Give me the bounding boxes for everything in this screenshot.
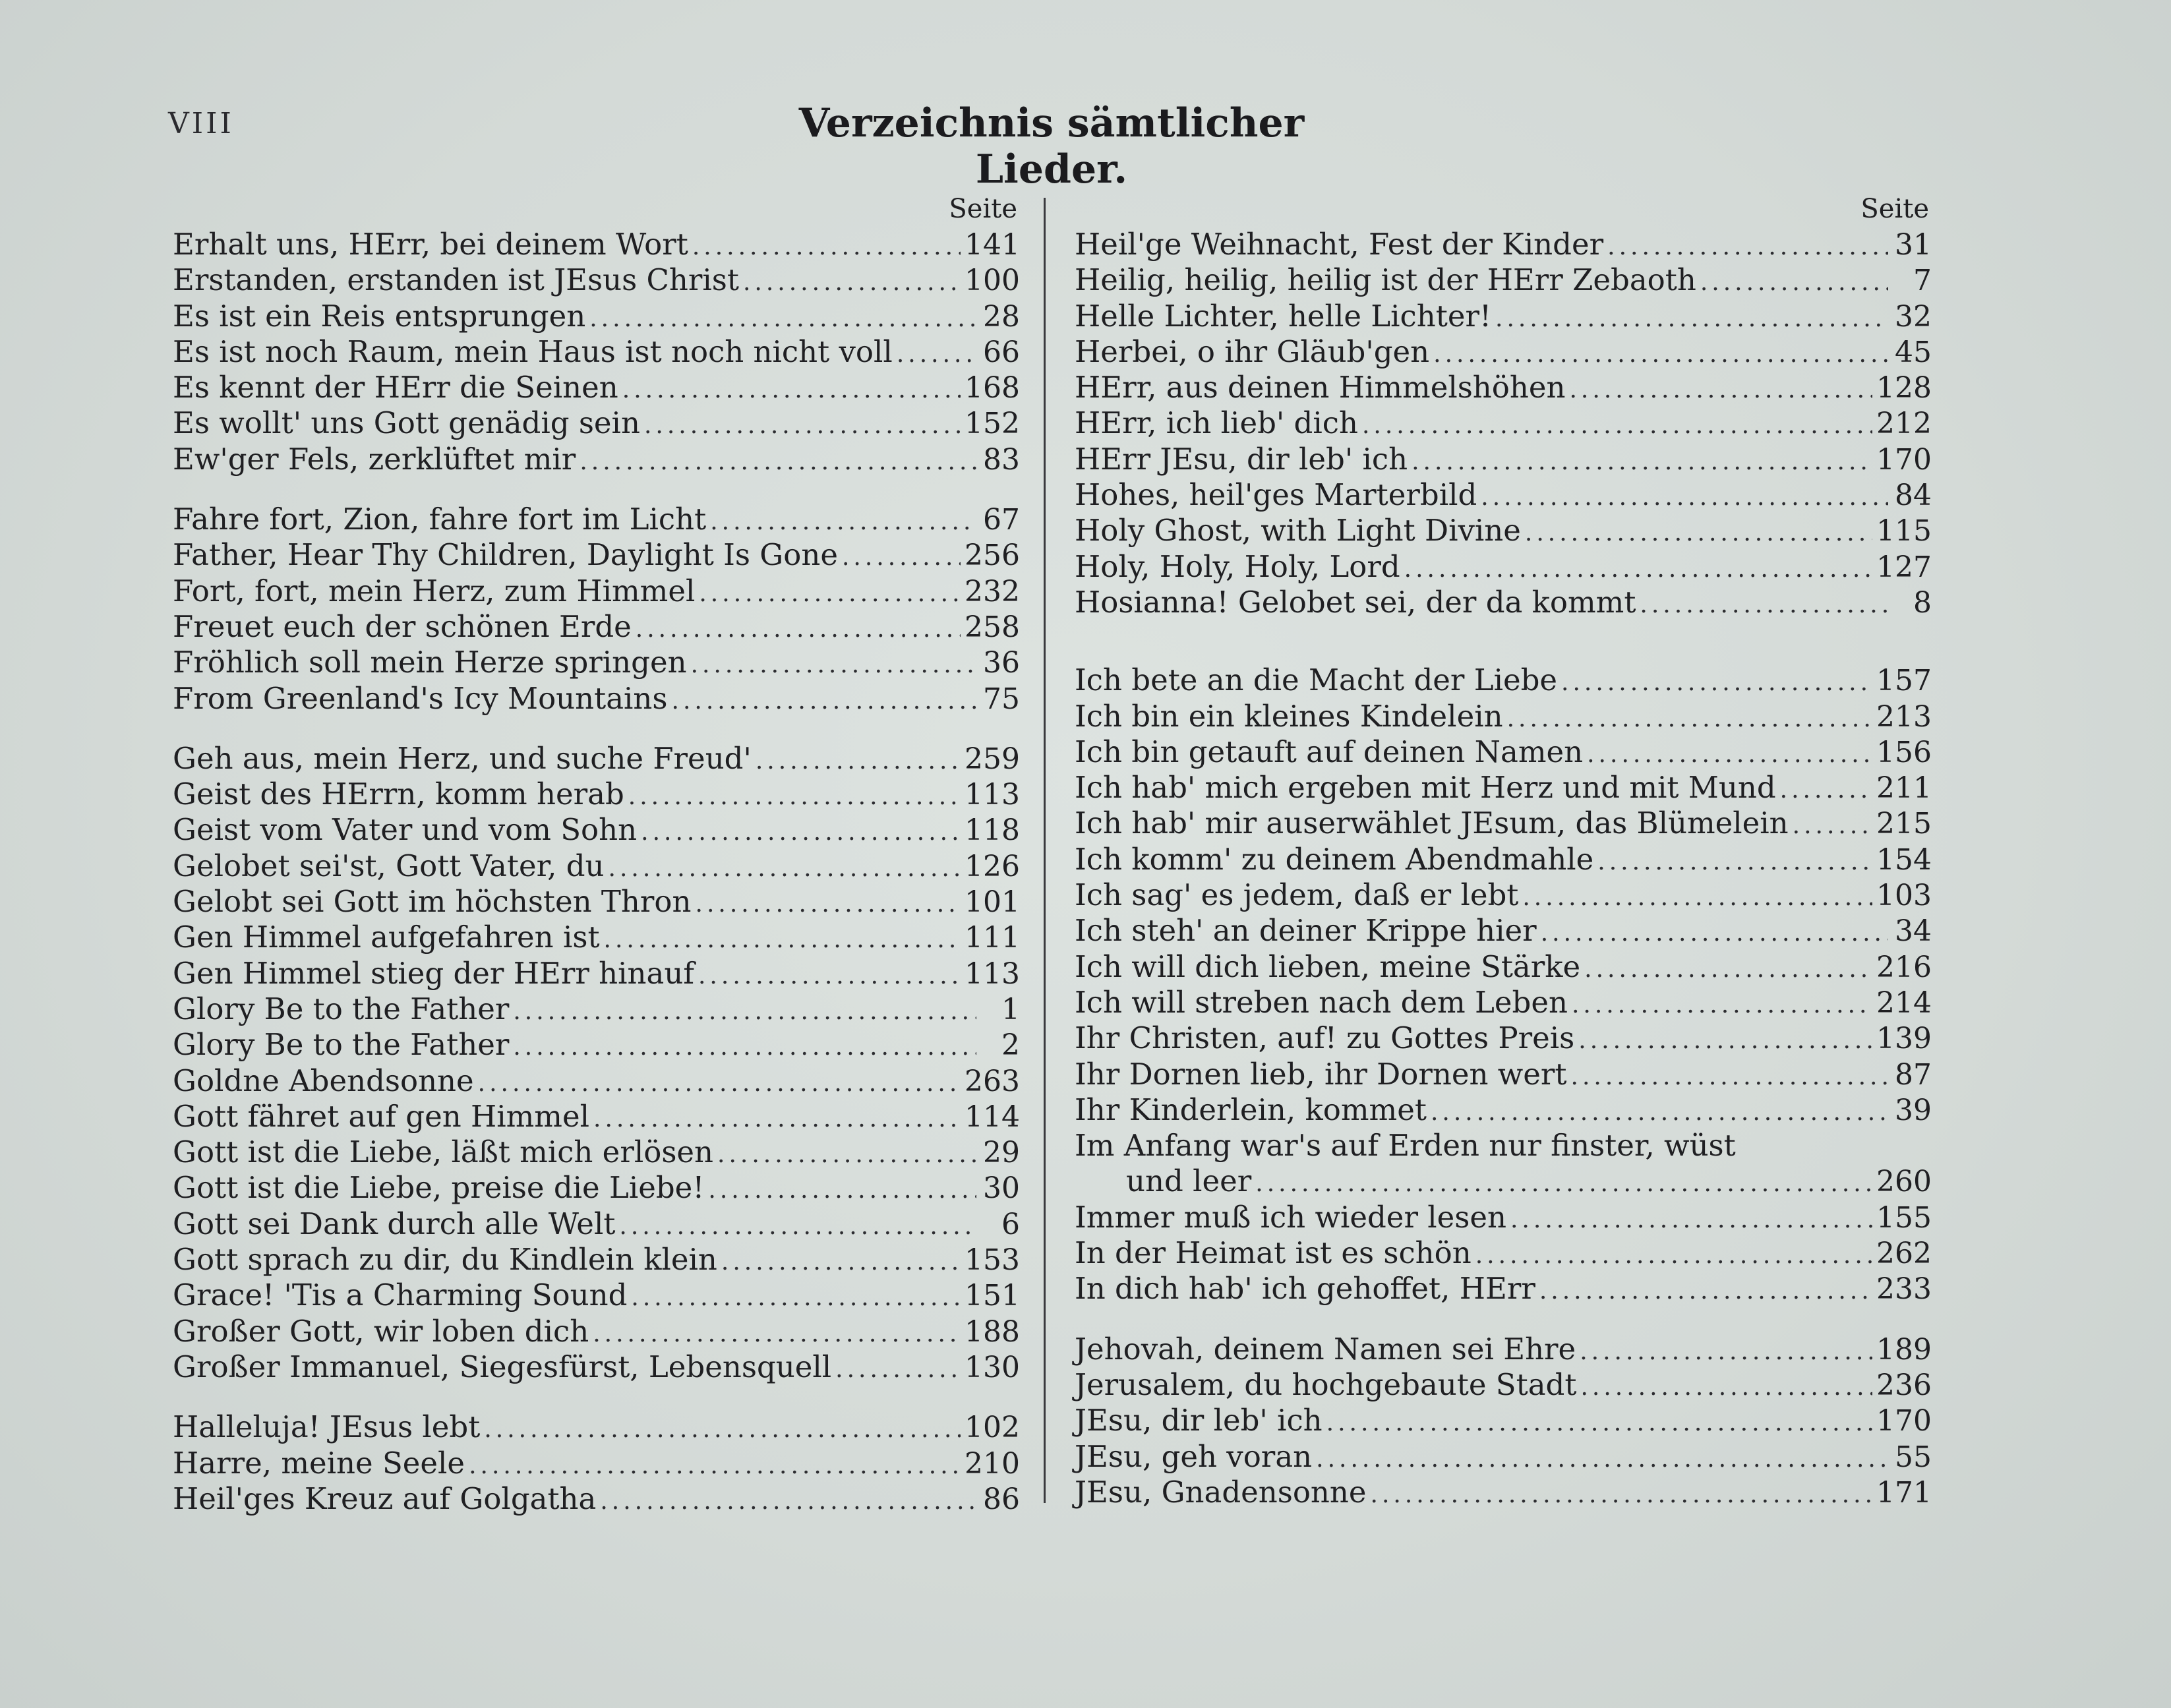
dot-leader — [1362, 408, 1872, 444]
dot-leader — [593, 1102, 961, 1137]
entry-title: Ich will dich lieben, meine Stärke — [1075, 949, 1581, 984]
index-entry — [173, 681, 1020, 717]
entry-page-number: 263 — [965, 1064, 1020, 1098]
entry-page-number: 32 — [1895, 299, 1932, 334]
column-divider — [1044, 198, 1046, 1503]
index-entry — [1075, 1271, 1932, 1307]
entry-title: und leer — [1126, 1163, 1252, 1199]
entry-title: Gen Himmel aufgefahren ist — [173, 920, 600, 955]
dot-leader — [1510, 1202, 1872, 1238]
dot-leader — [1495, 301, 1888, 337]
index-entry — [1075, 1163, 1932, 1199]
entry-title: Ich will streben nach dem Leben — [1075, 984, 1568, 1020]
entry-page-number: 113 — [965, 957, 1020, 991]
dot-leader — [1541, 916, 1888, 951]
index-entry — [1075, 513, 1932, 548]
dot-leader — [842, 540, 961, 575]
index-entry — [1075, 1235, 1932, 1271]
entry-page-number: 262 — [1876, 1237, 1932, 1271]
index-entry — [1075, 770, 1932, 806]
entry-title: Gott fähret auf gen Himmel — [173, 1098, 589, 1134]
entry-title: Jehovah, deinem Namen sei Ehre — [1075, 1331, 1576, 1367]
index-entry — [173, 884, 1020, 920]
entry-page-number: 6 — [1001, 1207, 1020, 1241]
index-entry — [173, 334, 1020, 370]
index-entry — [173, 299, 1020, 334]
index-entry — [1075, 1020, 1932, 1056]
dot-leader — [1572, 987, 1872, 1023]
left-entry-list — [173, 227, 1020, 1517]
entry-title: Gott sprach zu dir, du Kindlein klein — [173, 1242, 717, 1278]
entry-title: Herbei, o ihr Gläub'gen — [1075, 334, 1430, 369]
entry-page-number: 214 — [1876, 986, 1932, 1020]
index-entry — [1075, 1403, 1932, 1438]
entry-title: Holy, Holy, Holy, Lord — [1075, 548, 1400, 584]
entry-title: Hosianna! Gelobet sei, der da kommt — [1075, 584, 1636, 620]
entry-page-number: 1 — [1001, 992, 1020, 1026]
entry-page-number: 128 — [1876, 371, 1932, 405]
dot-leader — [1580, 1370, 1872, 1405]
entry-title: From Greenland's Icy Mountains — [173, 680, 668, 716]
index-entry — [1075, 370, 1932, 405]
index-entry — [1075, 1057, 1932, 1092]
entry-title: Gott sei Dank durch alle Welt — [173, 1206, 616, 1241]
index-entry — [1075, 262, 1932, 298]
entry-title: HErr, aus deinen Himmelshöhen — [1075, 370, 1566, 405]
entry-page-number: 30 — [983, 1171, 1020, 1206]
entry-page-number: 118 — [965, 813, 1020, 848]
entry-title: Gen Himmel stieg der HErr hinauf — [173, 955, 694, 991]
entry-page-number: 260 — [1876, 1165, 1932, 1199]
entry-title: Großer Immanuel, Siegesfürst, Lebensquell — [173, 1349, 832, 1384]
index-entry — [1075, 227, 1932, 262]
dot-leader — [636, 612, 961, 647]
index-entry — [1075, 877, 1932, 913]
index-entry — [173, 609, 1020, 645]
entry-page-number: 8 — [1913, 585, 1932, 620]
index-entry — [173, 920, 1020, 955]
entry-title: Es wollt' uns Gott genädig sein — [173, 405, 640, 441]
entry-title: Heil'ges Kreuz auf Golgatha — [173, 1481, 597, 1516]
entry-page-number: 210 — [965, 1446, 1020, 1481]
entry-page-number: 100 — [965, 264, 1020, 298]
entry-title: JEsu, dir leb' ich — [1075, 1403, 1323, 1438]
entry-page-number: 103 — [1876, 879, 1932, 913]
dot-leader — [600, 1484, 976, 1519]
entry-title: Es ist noch Raum, mein Haus ist noch nicht voll — [173, 334, 893, 369]
index-entry — [173, 645, 1020, 680]
dot-leader — [1539, 1274, 1872, 1309]
dot-leader — [1431, 1095, 1888, 1131]
entry-title: Im Anfang war's auf Erden nur finster, wüst — [1075, 1128, 1736, 1163]
dot-leader — [1316, 1442, 1888, 1477]
index-entry — [173, 1170, 1020, 1206]
entry-page-number: 157 — [1876, 664, 1932, 698]
entry-title: Geh aus, mein Herz, und suche Freud' — [173, 740, 752, 776]
dot-leader — [1507, 701, 1872, 737]
entry-title: HErr JEsu, dir leb' ich — [1075, 441, 1408, 477]
entry-title: Ich bete an die Macht der Liebe — [1075, 663, 1558, 698]
entry-title: Fröhlich soll mein Herze springen — [173, 645, 687, 680]
dot-leader — [1587, 737, 1872, 773]
dot-leader — [1700, 265, 1888, 301]
entry-page-number: 236 — [1876, 1368, 1932, 1402]
entry-page-number: 36 — [983, 646, 1020, 680]
entry-title: Immer muß ich wieder lesen — [1075, 1199, 1506, 1235]
index-entry — [1075, 699, 1932, 734]
dot-leader — [619, 1209, 976, 1245]
entry-title: Harre, meine Seele — [173, 1445, 465, 1481]
entry-page-number: 55 — [1895, 1440, 1932, 1474]
entry-page-number: 39 — [1895, 1093, 1932, 1127]
index-entry — [173, 370, 1020, 405]
index-entry — [173, 405, 1020, 441]
dot-leader — [696, 887, 961, 922]
dot-leader — [721, 1245, 961, 1280]
entry-page-number: 189 — [1876, 1332, 1932, 1367]
entry-page-number: 170 — [1876, 1404, 1932, 1438]
entry-title: Geist vom Vater und vom Sohn — [173, 812, 638, 848]
group-gap — [1075, 1307, 1932, 1332]
entry-page-number: 86 — [983, 1482, 1020, 1516]
entry-page-number: 87 — [1895, 1057, 1932, 1092]
entry-page-number: 170 — [1876, 442, 1932, 477]
entry-page-number: 34 — [1895, 914, 1932, 949]
entry-title: Halleluja! JEsus lebt — [173, 1409, 481, 1445]
entry-page-number: 139 — [1876, 1022, 1932, 1056]
entry-title: Ihr Dornen lieb, ihr Dornen wert — [1075, 1056, 1567, 1092]
index-entry — [173, 1099, 1020, 1134]
dot-leader — [1371, 1477, 1872, 1513]
seite-label-right: Seite — [1860, 194, 1929, 224]
index-entry — [1075, 913, 1932, 949]
dot-leader — [897, 337, 976, 372]
index-entry — [173, 262, 1020, 298]
entry-title: Goldne Abendsonne — [173, 1063, 474, 1098]
dot-leader — [1578, 1023, 1872, 1059]
entry-page-number: 67 — [983, 503, 1020, 537]
entry-title: Ich komm' zu deinem Abendmahle — [1075, 841, 1594, 877]
dot-leader — [1522, 880, 1872, 916]
entry-title: Ihr Christen, auf! zu Gottes Preis — [1075, 1020, 1575, 1056]
index-entry — [1075, 477, 1932, 513]
index-entry — [173, 991, 1020, 1027]
dot-leader — [622, 372, 961, 408]
dot-leader — [1404, 552, 1872, 587]
index-entry — [1075, 663, 1932, 698]
entry-title: Heil'ge Weihnacht, Fest der Kinder — [1075, 227, 1604, 262]
dot-leader — [692, 229, 961, 265]
dot-leader — [513, 1030, 976, 1065]
right-entry-list — [1075, 227, 1932, 1510]
index-entry — [1075, 549, 1932, 585]
dot-leader — [1255, 1166, 1872, 1202]
index-entry — [173, 1349, 1020, 1385]
entry-title: Freuet euch der schönen Erde — [173, 608, 632, 644]
entry-page-number: 83 — [983, 442, 1020, 477]
entry-page-number: 259 — [965, 742, 1020, 776]
index-entry — [1075, 985, 1932, 1020]
index-entry — [173, 1206, 1020, 1242]
entry-title: Hohes, heil'ges Marterbild — [1075, 477, 1477, 513]
page-number: VIII — [168, 107, 234, 140]
entry-page-number: 188 — [965, 1314, 1020, 1349]
entry-title: Großer Gott, wir loben dich — [173, 1313, 589, 1349]
dot-leader — [1580, 1334, 1872, 1370]
index-entry — [173, 1242, 1020, 1278]
index-entry — [173, 1063, 1020, 1099]
entry-title: Jerusalem, du hochgebaute Stadt — [1075, 1367, 1577, 1402]
dot-leader — [1326, 1405, 1872, 1441]
entry-page-number: 111 — [965, 921, 1020, 955]
dot-leader — [1640, 587, 1888, 623]
entry-title: In dich hab' ich gehoffet, HErr — [1075, 1271, 1535, 1307]
entry-title: Gott ist die Liebe, läßt mich erlösen — [173, 1134, 714, 1170]
dot-leader — [513, 994, 976, 1030]
dot-leader — [1525, 515, 1872, 551]
index-entry — [1075, 1092, 1932, 1128]
dot-leader — [641, 815, 961, 850]
dot-leader — [1475, 1238, 1872, 1274]
dot-leader — [1607, 229, 1888, 265]
index-entry — [173, 1314, 1020, 1349]
entry-page-number: 213 — [1876, 699, 1932, 734]
entry-title: Ich hab' mich ergeben mit Herz und mit Mund — [1075, 770, 1776, 806]
entry-title: Glory Be to the Father — [173, 1027, 510, 1063]
entry-title: Es ist ein Reis entsprungen — [173, 298, 586, 334]
index-entry — [1075, 299, 1932, 334]
entry-title: JEsu, Gnadensonne — [1075, 1474, 1367, 1510]
entry-title: Holy Ghost, with Light Divine — [1075, 513, 1521, 548]
right-column — [1075, 191, 1932, 1510]
entry-page-number: 75 — [983, 682, 1020, 716]
index-entry — [173, 1027, 1020, 1063]
index-entry — [1075, 1128, 1932, 1163]
entry-title: Grace! 'Tis a Charming Sound — [173, 1278, 628, 1313]
group-gap — [173, 717, 1020, 741]
entry-page-number: 232 — [965, 574, 1020, 608]
dot-leader — [593, 1316, 961, 1352]
index-entry — [1075, 1439, 1932, 1475]
index-entry — [1075, 1475, 1932, 1510]
entry-title: Gott ist die Liebe, preise die Liebe! — [173, 1170, 705, 1206]
index-entry — [1075, 842, 1932, 877]
entry-title: Ich sag' es jedem, daß er lebt — [1075, 877, 1519, 913]
entry-page-number: 151 — [965, 1279, 1020, 1313]
entry-page-number: 130 — [965, 1350, 1020, 1384]
index-entry — [1075, 1200, 1932, 1235]
entry-page-number: 153 — [965, 1243, 1020, 1278]
entry-page-number: 113 — [965, 778, 1020, 812]
index-entry — [173, 227, 1020, 262]
dot-leader — [756, 744, 961, 779]
entry-title: Helle Lichter, helle Lichter! — [1075, 298, 1492, 334]
index-entry — [1075, 949, 1932, 985]
dot-leader — [1433, 337, 1888, 372]
dot-leader — [478, 1066, 961, 1102]
entry-title: Es kennt der HErr die Seinen — [173, 370, 618, 405]
entry-page-number: 171 — [1876, 1475, 1932, 1510]
entry-title: Ich steh' an deiner Krippe hier — [1075, 913, 1537, 949]
index-entry — [173, 1278, 1020, 1313]
index-entry — [1075, 585, 1932, 620]
entry-page-number: 233 — [1876, 1272, 1932, 1307]
seite-label-left: Seite — [949, 194, 1017, 224]
index-entry — [173, 1446, 1020, 1481]
dot-leader — [1793, 808, 1872, 844]
entry-page-number: 256 — [965, 539, 1020, 573]
dot-leader — [710, 504, 976, 540]
dot-leader — [631, 1280, 961, 1316]
entry-title: Gelobt sei Gott im höchsten Thron — [173, 884, 692, 920]
index-entry — [1075, 334, 1932, 370]
index-entry — [173, 1409, 1020, 1445]
index-entry — [173, 956, 1020, 991]
index-entry — [173, 848, 1020, 884]
group-gap — [173, 477, 1020, 502]
entry-title: Glory Be to the Father — [173, 991, 510, 1026]
left-column — [173, 191, 1020, 1517]
entry-page-number: 212 — [1876, 407, 1932, 441]
entry-title: Erhalt uns, HErr, bei deinem Wort — [173, 227, 688, 262]
entry-title: Father, Hear Thy Children, Daylight Is Gone — [173, 537, 838, 573]
dot-leader — [1569, 372, 1872, 408]
group-gap — [1075, 620, 1932, 663]
entry-page-number: 258 — [965, 610, 1020, 644]
entry-title: JEsu, geh voran — [1075, 1438, 1313, 1474]
dot-leader — [1597, 844, 1872, 880]
dot-leader — [835, 1352, 961, 1388]
index-entry — [173, 537, 1020, 573]
entry-page-number: 211 — [1876, 771, 1932, 806]
entry-title: Fahre fort, Zion, fahre fort im Licht — [173, 502, 707, 537]
dot-leader — [743, 265, 961, 301]
index-entry — [1075, 806, 1932, 841]
dot-leader — [1571, 1059, 1889, 1095]
entry-page-number: 7 — [1913, 264, 1932, 298]
entry-title: Gelobet sei'st, Gott Vater, du — [173, 848, 605, 883]
index-entry — [173, 1481, 1020, 1517]
index-entry — [173, 777, 1020, 812]
entry-title: Ihr Kinderlein, kommet — [1075, 1092, 1427, 1127]
entry-page-number: 84 — [1895, 479, 1932, 513]
page-title: Verzeichnis sämtlicher Lieder. — [798, 100, 1305, 192]
dot-leader — [717, 1137, 976, 1173]
dot-leader — [1561, 665, 1872, 701]
entry-title: Ich bin getauft auf deinen Namen — [1075, 734, 1584, 769]
entry-title: HErr, ich lieb' dich — [1075, 405, 1358, 441]
entry-page-number: 215 — [1876, 807, 1932, 841]
entry-page-number: 101 — [965, 885, 1020, 920]
entry-page-number: 29 — [983, 1136, 1020, 1170]
entry-page-number: 155 — [1876, 1200, 1932, 1235]
index-entry — [1075, 1367, 1932, 1403]
dot-leader — [691, 647, 976, 683]
entry-page-number: 115 — [1876, 514, 1932, 548]
entry-page-number: 28 — [983, 299, 1020, 334]
dot-leader — [580, 444, 976, 480]
index-entry — [173, 741, 1020, 777]
entry-page-number: 45 — [1895, 335, 1932, 369]
dot-leader — [1584, 952, 1872, 987]
entry-page-number: 126 — [965, 849, 1020, 883]
entry-page-number: 31 — [1895, 228, 1932, 262]
entry-title: Heilig, heilig, heilig ist der HErr Zebaoth — [1075, 262, 1696, 298]
entry-title: Ich bin ein kleines Kindelein — [1075, 698, 1503, 734]
dot-leader — [469, 1448, 961, 1484]
entry-page-number: 66 — [983, 335, 1020, 369]
entry-title: In der Heimat ist es schön — [1075, 1235, 1472, 1271]
dot-leader — [1481, 480, 1888, 515]
dot-leader — [609, 851, 961, 887]
entry-title: Erstanden, erstanden ist JEsus Christ — [173, 262, 739, 298]
dot-leader — [604, 922, 961, 958]
index-entry — [173, 442, 1020, 477]
index-entry — [1075, 405, 1932, 441]
entry-title: Geist des HErrn, komm herab — [173, 777, 624, 812]
dot-leader — [628, 779, 961, 815]
entry-page-number: 102 — [965, 1411, 1020, 1445]
dot-leader — [699, 576, 961, 612]
entry-title: Fort, fort, mein Herz, zum Himmel — [173, 573, 696, 608]
index-entry — [173, 812, 1020, 848]
entry-page-number: 216 — [1876, 950, 1932, 984]
dot-leader — [1780, 773, 1872, 808]
dot-leader — [644, 408, 961, 444]
index-entry — [173, 502, 1020, 537]
index-entry — [173, 574, 1020, 609]
group-gap — [173, 1385, 1020, 1409]
dot-leader — [1412, 444, 1872, 480]
entry-page-number: 152 — [965, 407, 1020, 441]
entry-title: Ew'ger Fels, zerklüftet mir — [173, 441, 576, 477]
dot-leader — [708, 1173, 976, 1208]
entry-page-number: 2 — [1001, 1028, 1020, 1063]
entry-page-number: 127 — [1876, 550, 1932, 584]
index-entry — [173, 1134, 1020, 1170]
entry-page-number: 114 — [965, 1100, 1020, 1134]
index-entry — [1075, 442, 1932, 477]
dot-leader — [484, 1412, 961, 1448]
dot-leader — [589, 301, 976, 337]
entry-page-number: 154 — [1876, 842, 1932, 877]
entry-title: Ich hab' mir auserwählet JEsum, das Blümelein — [1075, 806, 1789, 841]
entry-page-number: 168 — [965, 371, 1020, 405]
entry-page-number: 141 — [965, 228, 1020, 262]
index-entry — [1075, 734, 1932, 770]
dot-leader — [698, 958, 961, 994]
entry-page-number: 156 — [1876, 735, 1932, 769]
dot-leader — [672, 684, 977, 719]
index-entry — [1075, 1332, 1932, 1367]
